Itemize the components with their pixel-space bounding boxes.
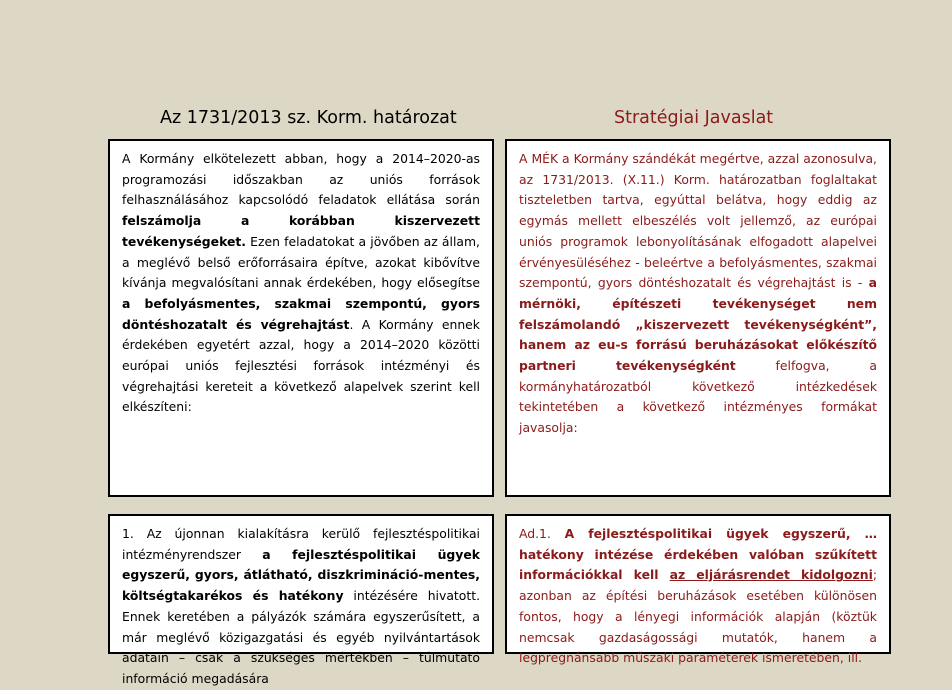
left-column-heading: Az 1731/2013 sz. Korm. határozat (160, 108, 457, 128)
text-run: 1. Az újonnan kialakításra kerülő fejlesztéspolitikai intézményrendszer (122, 526, 480, 562)
proposal-intro-text (519, 149, 877, 439)
text-run: Ad.1. (519, 526, 565, 541)
bold-run: A fejlesztéspolitikai ügyek egyszerű, …hatékony intézése érdekében valóban szűkített információkkal kell (519, 526, 877, 583)
decree-point-1-text (122, 524, 480, 690)
bold-run: a fejlesztéspolitikai ügyek egyszerű, gyors, átlátható, diszkrimináció-mentes, költségtakarékos és hatékony (122, 546, 480, 604)
government-decree-intro-box (108, 139, 494, 497)
text-run: Ezen feladatokat a jövőben az állam, a meglévő belső erőforrásaira építve, azokat kibővítve kívánja megvalósítani annak érdekében, hogy elősegítse (122, 233, 480, 291)
decree-intro-text (122, 149, 480, 418)
decree-point-1-box (108, 514, 494, 686)
bold-run: felszámolja a korábban kiszervezett tevékenységeket. (122, 213, 480, 249)
underlined-run: az eljárásrendet kidolgozni (669, 567, 873, 583)
text-run: felfogva, a kormányhatározatból következő intézkedések tekintetében a következő intézményes formákat javasolja: (519, 358, 877, 436)
proposal-point-1-text (519, 524, 877, 669)
text-run: ; azonban az építési beruházások esetében különösen fontos, hogy a lényegi információk alapján (köztük nemcsak gazdaságossági mutatók, hanem a legpregnánsabb műszaki paraméterek ismeretében, ill. (519, 567, 877, 666)
text-run: A Kormány elkötelezett abban, hogy a 2014–2020-as programozási időszakban az uniós források felhasználásához kapcsolódó feladatok ellátása során (122, 151, 480, 208)
text-run: intézésére hivatott. Ennek keretében a pályázók számára egyszerűsített, a már meglévő közigazgatási és egyéb nyilvántartások adatain – csak a szükséges mértékben – túlmutató információ megadására (122, 588, 481, 686)
bold-underlined-run (670, 567, 873, 582)
bold-run: a mérnöki, építészeti tevékenységet nem felszámolandó „kiszervezett tevékenységként”, hanem az eu-s forrású beruházásokat előkészítő partneri tevékenységként (519, 275, 877, 374)
text-run: . A Kormány ennek érdekében egyetért azzal, hogy a 2014–2020 közötti európai uniós fejlesztési források intézményi és végrehajtási kereteit a következő alapelvek szerint kell elkészíteni: (122, 316, 480, 415)
proposal-point-1-box (505, 514, 891, 666)
bold-run: a befolyásmentes, szakmai szempontú, gyors döntéshozatalt és végrehajtást (122, 295, 480, 332)
right-column-heading: Stratégiai Javaslat (614, 108, 774, 128)
text-run: A MÉK a Kormány szándékát megértve, azzal azonosulva, az 1731/2013. (X.11.) Korm. határozatban foglaltakat tiszteletben tartva, egyúttal belátva, hogy eddig az egymás mellett elbeszélés volt jellemző, az európai uniós programok lebonyolításának elfogadott alapelvei érvényesüléséhez - beleértve a befolyásmentes, szakmai szempontú, gyors döntéshozatalt és végrehajtást is - (519, 151, 877, 291)
strategic-proposal-intro-box (505, 139, 891, 497)
